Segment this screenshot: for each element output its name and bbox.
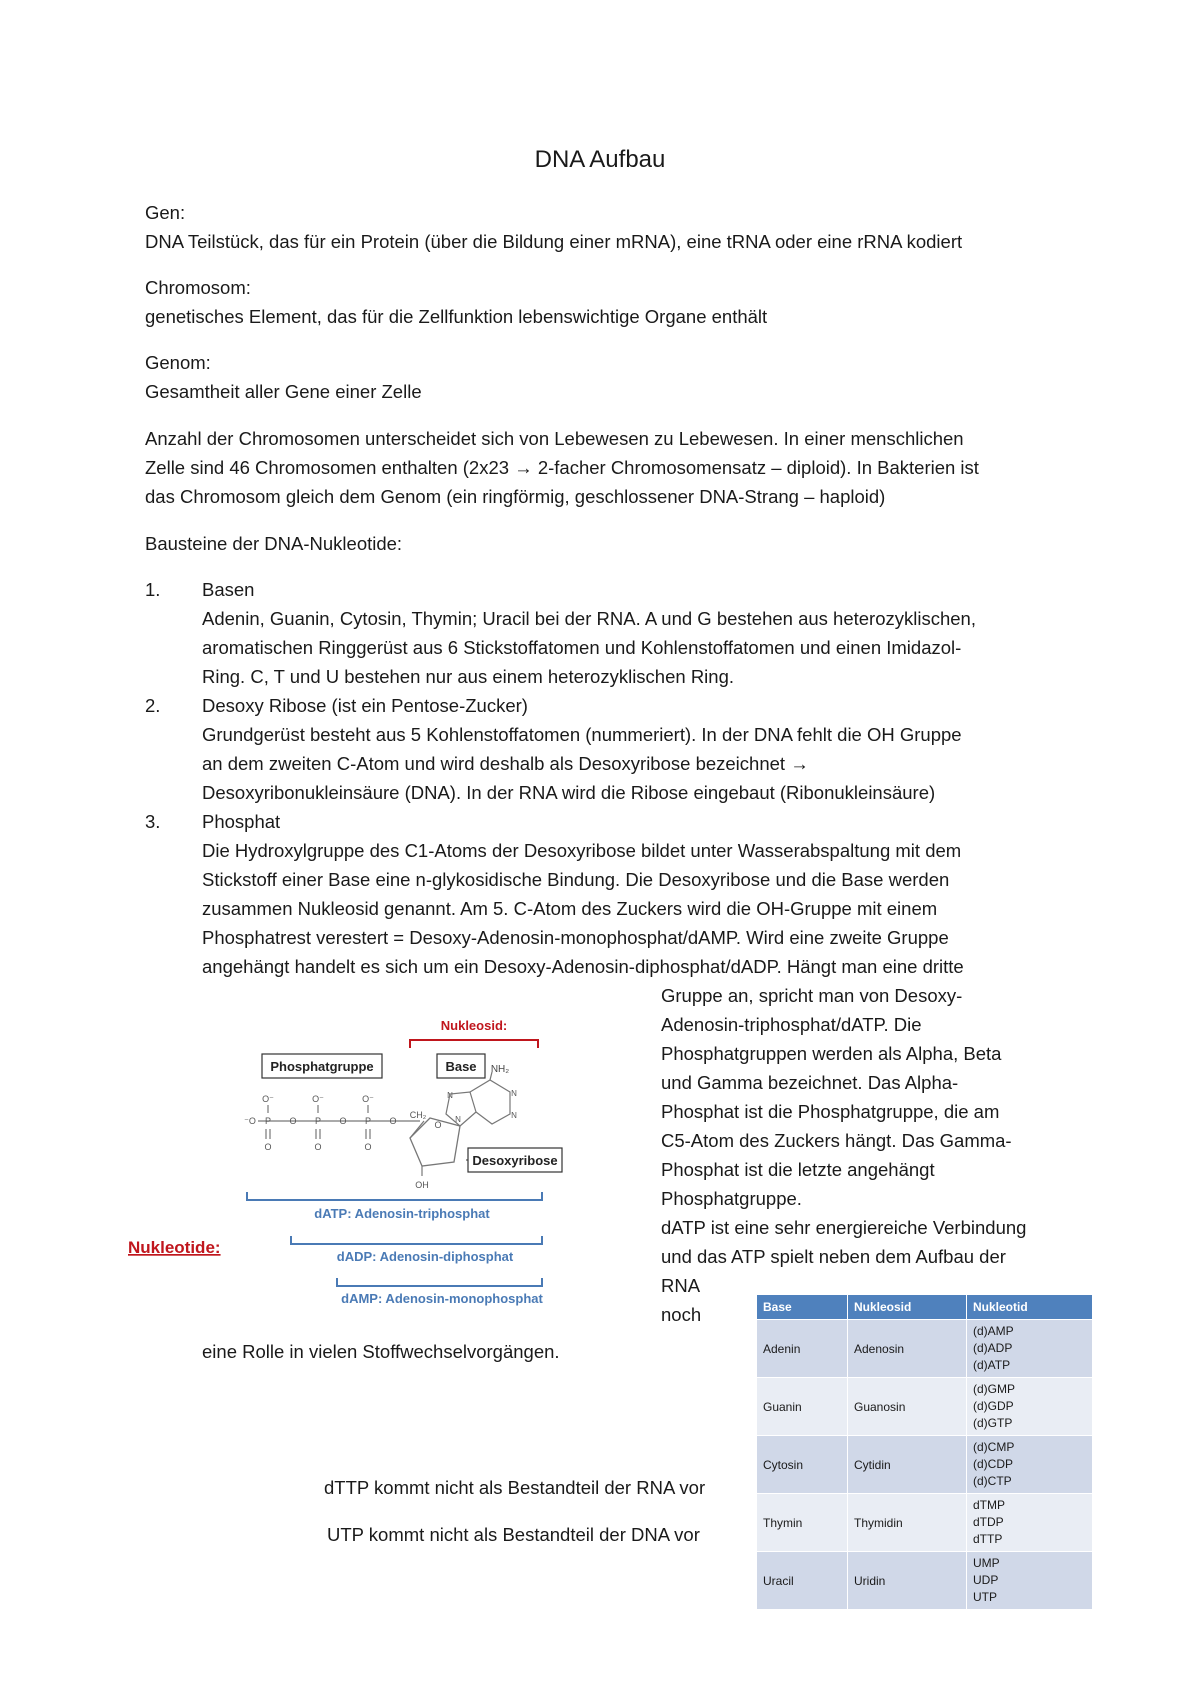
continuation-text: eine Rolle in vielen Stoffwechselvorgängen. bbox=[202, 1341, 560, 1362]
side-text-line: dATP ist eine sehr energiereiche Verbindung bbox=[661, 1217, 1027, 1238]
side-text-line: und das ATP spielt neben dem Aufbau der bbox=[661, 1246, 1006, 1267]
list-item-line: Adenin, Guanin, Cytosin, Thymin; Uracil bei der RNA. A und G bestehen aus heterozyklischen, bbox=[202, 608, 976, 629]
cell-base: Uracil bbox=[757, 1552, 848, 1610]
n-atom: N bbox=[447, 1091, 453, 1100]
side-text-line: und Gamma bezeichnet. Das Alpha- bbox=[661, 1072, 959, 1093]
def-genom-text: Gesamtheit aller Gene einer Zelle bbox=[145, 381, 422, 402]
list-item-line: an dem zweiten C-Atom und wird deshalb als Desoxyribose bezeichnet → bbox=[202, 753, 809, 774]
def-gen-term: Gen: bbox=[145, 202, 186, 223]
cell-nukleosid: Cytidin bbox=[848, 1436, 967, 1494]
datp-label: dATP: Adenosin-triphosphat bbox=[314, 1206, 490, 1221]
o-double: O bbox=[264, 1142, 272, 1152]
nukleotid-entry: (d)GMP bbox=[973, 1382, 1015, 1396]
list-number: 3. bbox=[145, 811, 161, 832]
oh-label: OH bbox=[415, 1180, 429, 1190]
o-minus-top: O⁻ bbox=[262, 1094, 274, 1104]
table-row bbox=[757, 1552, 1093, 1610]
list-item-title: Phosphat bbox=[202, 811, 281, 832]
cell-nukleosid: Adenosin bbox=[848, 1320, 967, 1378]
nukleotid-entry: (d)GDP bbox=[973, 1399, 1014, 1413]
list-item-line: Desoxyribonukleinsäure (DNA). In der RNA wird die Ribose eingebaut (Ribonukleinsäure) bbox=[202, 782, 936, 803]
nukleotid-entry: (d)GTP bbox=[973, 1416, 1013, 1430]
page-title: DNA Aufbau bbox=[534, 146, 666, 173]
nukleosid-label: Nukleosid: bbox=[440, 1018, 508, 1033]
side-text-line: Phosphat ist die letzte angehängt bbox=[661, 1159, 935, 1180]
nukleosid-bracket bbox=[410, 1040, 538, 1048]
def-chromosom-text: genetisches Element, das für die Zellfunktion lebenswichtige Organe enthält bbox=[145, 306, 768, 327]
o-minus-top: O⁻ bbox=[362, 1094, 374, 1104]
nukleotid-entry: dTDP bbox=[973, 1515, 1004, 1529]
nukleotid-entry: (d)AMP bbox=[973, 1324, 1014, 1338]
p-atom: P bbox=[314, 1116, 322, 1126]
def-genom-term: Genom: bbox=[145, 352, 211, 373]
side-text-line: noch bbox=[661, 1304, 702, 1325]
cell-nukleosid: Uridin bbox=[848, 1552, 967, 1610]
list-item-title: Basen bbox=[202, 579, 255, 600]
list-item-line: Phosphatrest verestert = Desoxy-Adenosin-monophosphat/dAMP. Wird eine zweite Gruppe bbox=[202, 927, 949, 948]
paragraph-line: das Chromosom gleich dem Genom (ein ringförmig, geschlossener DNA-Strang – haploid) bbox=[145, 486, 886, 507]
list-number: 2. bbox=[145, 695, 161, 716]
p-atom: P bbox=[364, 1116, 372, 1126]
nukleotid-entry: (d)ADP bbox=[973, 1341, 1013, 1355]
p-atom: P bbox=[264, 1116, 272, 1126]
list-item-line: aromatischen Ringgerüst aus 6 Stickstoffatomen und Kohlenstoffatomen und einen Imidazol- bbox=[202, 637, 962, 658]
ring-o-label: O bbox=[434, 1120, 442, 1130]
side-text-line: Phosphat ist die Phosphatgruppe, die am bbox=[661, 1101, 1000, 1122]
nukleotid-entry: (d)CDP bbox=[973, 1457, 1014, 1471]
nukleotid-entry: dTMP bbox=[973, 1498, 1006, 1512]
table-row bbox=[757, 1494, 1093, 1552]
base-label: Base bbox=[445, 1059, 477, 1074]
list-item-line: Ring. C, T und U bestehen nur aus einem heterozyklischen Ring. bbox=[202, 666, 735, 687]
list-item-line: Grundgerüst besteht aus 5 Kohlenstoffatomen (nummeriert). In der DNA fehlt die OH Gruppe bbox=[202, 724, 962, 745]
nukleotid-entry: (d)CMP bbox=[973, 1440, 1015, 1454]
dadp-label: dADP: Adenosin-diphosphat bbox=[336, 1249, 514, 1264]
building-blocks-heading: Bausteine der DNA-Nukleotide: bbox=[145, 533, 403, 554]
cell-base: Guanin bbox=[757, 1378, 848, 1436]
cell-nukleotid bbox=[967, 1320, 1093, 1378]
cell-base: Cytosin bbox=[757, 1436, 848, 1494]
side-text-line: Adenosin-triphosphat/dATP. Die bbox=[661, 1014, 922, 1035]
side-text-line: Phosphatgruppe. bbox=[661, 1188, 802, 1209]
def-chromosom-term: Chromosom: bbox=[145, 277, 251, 298]
table-header-row bbox=[757, 1295, 1093, 1320]
o-bridge: O bbox=[339, 1116, 347, 1126]
def-gen-text: DNA Teilstück, das für ein Protein (über die Bildung einer mRNA), eine tRNA oder eine rRNA kodiert bbox=[145, 231, 963, 252]
nukleotide-label: Nukleotide: bbox=[128, 1238, 221, 1257]
list-item-line: angehängt handelt es sich um ein Desoxy-Adenosin-diphosphat/dADP. Hängt man eine dritte bbox=[202, 956, 964, 977]
n-atom: N bbox=[511, 1089, 517, 1098]
nukleotid-entry: UDP bbox=[973, 1573, 999, 1587]
damp-bracket bbox=[337, 1278, 542, 1286]
sugar-to-ch2 bbox=[410, 1121, 424, 1138]
cell-nukleotid bbox=[967, 1494, 1093, 1552]
damp-label: dAMP: Adenosin-monophosphat bbox=[341, 1291, 543, 1306]
datp-bracket bbox=[247, 1192, 542, 1200]
cell-nukleotid bbox=[967, 1378, 1093, 1436]
table-row bbox=[757, 1378, 1093, 1436]
list-item-line: Die Hydroxylgruppe des C1-Atoms der Desoxyribose bildet unter Wasserabspaltung mit dem bbox=[202, 840, 962, 861]
note-utp: UTP kommt nicht als Bestandteil der DNA vor bbox=[327, 1524, 700, 1545]
list-item-line: zusammen Nukleosid genannt. Am 5. C-Atom des Zuckers wird die OH-Gruppe mit einem bbox=[202, 898, 938, 919]
n-atom: N bbox=[511, 1111, 517, 1120]
table-row bbox=[757, 1436, 1093, 1494]
o-bridge: O bbox=[389, 1116, 397, 1126]
cell-nukleotid bbox=[967, 1436, 1093, 1494]
ch2-label: CH₂ bbox=[409, 1110, 427, 1120]
o-bridge: O bbox=[289, 1116, 297, 1126]
cell-nukleotid bbox=[967, 1552, 1093, 1610]
nucleotide-table bbox=[756, 1295, 1092, 1609]
n-atom: N bbox=[455, 1115, 461, 1124]
cell-nukleosid: Guanosin bbox=[848, 1378, 967, 1436]
phosphatgruppe-label: Phosphatgruppe bbox=[270, 1059, 374, 1074]
o-minus-top: O⁻ bbox=[312, 1094, 324, 1104]
side-text-line: Phosphatgruppen werden als Alpha, Beta bbox=[661, 1043, 1002, 1064]
o-double: O bbox=[364, 1142, 372, 1152]
side-text-line: Gruppe an, spricht man von Desoxy- bbox=[661, 985, 963, 1006]
list-item-line: Stickstoff einer Base eine n-glykosidische Bindung. Die Desoxyribose und die Base werden bbox=[202, 869, 950, 890]
note-dttp: dTTP kommt nicht als Bestandteil der RNA vor bbox=[324, 1477, 706, 1498]
o-double: O bbox=[314, 1142, 322, 1152]
cell-nukleosid: Thymidin bbox=[848, 1494, 967, 1552]
list-number: 1. bbox=[145, 579, 161, 600]
desoxyribose-label: Desoxyribose bbox=[472, 1153, 558, 1168]
paragraph-line: Zelle sind 46 Chromosomen enthalten (2x23 → 2-facher Chromosomensatz – diploid). In Bakterien ist bbox=[145, 457, 979, 478]
nukleotid-entry: (d)ATP bbox=[973, 1358, 1011, 1372]
side-text-line: RNA bbox=[661, 1275, 701, 1296]
nukleotid-entry: UMP bbox=[973, 1556, 1000, 1570]
cell-base: Thymin bbox=[757, 1494, 848, 1552]
nukleotid-entry: UTP bbox=[973, 1590, 997, 1604]
side-text-line: C5-Atom des Zuckers hängt. Das Gamma- bbox=[661, 1130, 1012, 1151]
paragraph-line: Anzahl der Chromosomen unterscheidet sich von Lebewesen zu Lebewesen. In einer menschlichen bbox=[145, 428, 964, 449]
nukleotid-entry: (d)CTP bbox=[973, 1474, 1012, 1488]
list-item-title: Desoxy Ribose (ist ein Pentose-Zucker) bbox=[202, 695, 528, 716]
table-header: Base bbox=[757, 1295, 848, 1320]
nh2-label: NH₂ bbox=[490, 1064, 510, 1075]
dadp-bracket bbox=[291, 1236, 542, 1244]
cell-base: Adenin bbox=[757, 1320, 848, 1378]
table-row bbox=[757, 1320, 1093, 1378]
o-minus-left: ⁻O bbox=[244, 1116, 256, 1126]
table-header: Nukleotid bbox=[967, 1295, 1093, 1320]
nukleotid-entry: dTTP bbox=[973, 1532, 1003, 1546]
table-header: Nukleosid bbox=[848, 1295, 967, 1320]
